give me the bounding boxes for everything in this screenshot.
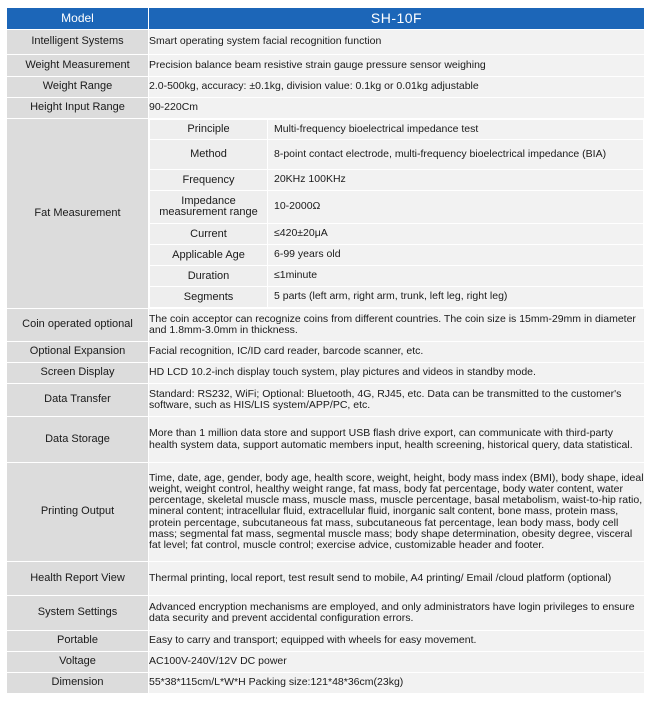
spec-row [7,417,645,463]
spec-value: Easy to carry and transport; equipped with wheels for easy movement. [149,631,645,652]
fat-label: Fat Measurement [7,119,149,309]
spec-value: 55*38*115cm/L*W*H Packing size:121*48*36cm(23kg) [149,673,645,694]
spec-row [7,363,645,384]
fat-item-label: Duration [150,266,268,287]
spec-row [7,562,645,596]
spec-value: The coin acceptor can recognize coins from different countries. The coin size is 15mm-29mm in diameter and 1.8mm-3.0mm in thickness. [149,309,645,342]
spec-value: HD LCD 10.2-inch display touch system, play pictures and videos in standby mode. [149,363,645,384]
spec-row [7,596,645,631]
fat-item-value: 10-2000Ω [268,191,644,224]
spec-row [7,98,645,119]
spec-value: Time, date, age, gender, body age, health score, weight, height, body mass index (BMI), body shape, ideal weight, weight control, healthy weight range, fat mass, body fat percentage, body water content, water percentage, skeletal muscle mass, muscle mass, muscle percentage, basal metabolism, waist-to-hip ratio, mineral content; intracellular fluid, extracellular fluid, inorganic salt content, bone mass, protein mass, protein percentage, subcutaneous fat mass, subcutaneous fat percentage, lean body mass, body cell mass; segmental fat mass, segmental muscle mass; body shape determination, obesity degree, visceral fat level; fat control, muscle control; exercise advice, customizable header and footer. [149,463,645,562]
fat-details [149,119,645,309]
spec-label: Coin operated optional [7,309,149,342]
fat-item [150,140,644,170]
fat-item-value: ≤1minute [268,266,644,287]
spec-row [7,463,645,562]
fat-item-value: 8-point contact electrode, multi-frequency bioelectrical impedance (BIA) [268,140,644,170]
spec-row [7,309,645,342]
spec-label: Data Transfer [7,384,149,417]
header-row [7,8,645,30]
spec-value: Facial recognition, IC/ID card reader, barcode scanner, etc. [149,342,645,363]
fat-item [150,287,644,308]
spec-value: More than 1 million data store and support USB flash drive export, can communicate with third-party health system data, support automatic members input, health screening, historical query, data statistical. [149,417,645,463]
header-model: SH-10F [149,8,645,30]
spec-label: Dimension [7,673,149,694]
fat-item [150,120,644,140]
fat-row [7,119,645,309]
fat-item-label: Applicable Age [150,245,268,266]
fat-item [150,245,644,266]
fat-item-value: 5 parts (left arm, right arm, trunk, left leg, right leg) [268,287,644,308]
spec-row [7,55,645,77]
spec-label: Printing Output [7,463,149,562]
fat-item-label: Principle [150,120,268,140]
fat-item [150,170,644,191]
spec-value: Standard: RS232, WiFi; Optional: Bluetooth, 4G, RJ45, etc. Data can be transmitted to the customer's software, such as HIS/LIS system/APP/PC, etc. [149,384,645,417]
spec-table [6,7,645,694]
spec-label: Height Input Range [7,98,149,119]
spec-row [7,631,645,652]
spec-value: Smart operating system facial recognition function [149,30,645,55]
fat-item-label: Current [150,224,268,245]
spec-value: Precision balance beam resistive strain gauge pressure sensor weighing [149,55,645,77]
spec-row [7,652,645,673]
spec-value: 90-220Cm [149,98,645,119]
spec-label: Data Storage [7,417,149,463]
spec-label: Optional Expansion [7,342,149,363]
spec-value: Advanced encryption mechanisms are employed, and only administrators have login privileges to ensure data security and prevent accidental configuration errors. [149,596,645,631]
spec-row [7,30,645,55]
spec-row [7,77,645,98]
fat-item-value: ≤420±20μA [268,224,644,245]
spec-label: Weight Measurement [7,55,149,77]
spec-label: Health Report View [7,562,149,596]
fat-item-label: Impedance measurement range [150,191,268,224]
spec-label: Weight Range [7,77,149,98]
fat-item-label: Method [150,140,268,170]
fat-item-value: 6-99 years old [268,245,644,266]
fat-item-label: Frequency [150,170,268,191]
spec-value: 2.0-500kg, accuracy: ±0.1kg, division value: 0.1kg or 0.01kg adjustable [149,77,645,98]
fat-item [150,266,644,287]
spec-label: Screen Display [7,363,149,384]
fat-item [150,224,644,245]
fat-item-value: Multi-frequency bioelectrical impedance test [268,120,644,140]
spec-label: Intelligent Systems [7,30,149,55]
fat-item-label: Segments [150,287,268,308]
spec-label: Voltage [7,652,149,673]
spec-row [7,384,645,417]
spec-value: Thermal printing, local report, test result send to mobile, A4 printing/ Email /cloud platform (optional) [149,562,645,596]
fat-item-value: 20KHz 100KHz [268,170,644,191]
fat-subtable [149,119,644,308]
spec-value: AC100V-240V/12V DC power [149,652,645,673]
fat-item [150,191,644,224]
header-label: Model [7,8,149,30]
spec-row [7,673,645,694]
spec-label: System Settings [7,596,149,631]
spec-row [7,342,645,363]
spec-label: Portable [7,631,149,652]
